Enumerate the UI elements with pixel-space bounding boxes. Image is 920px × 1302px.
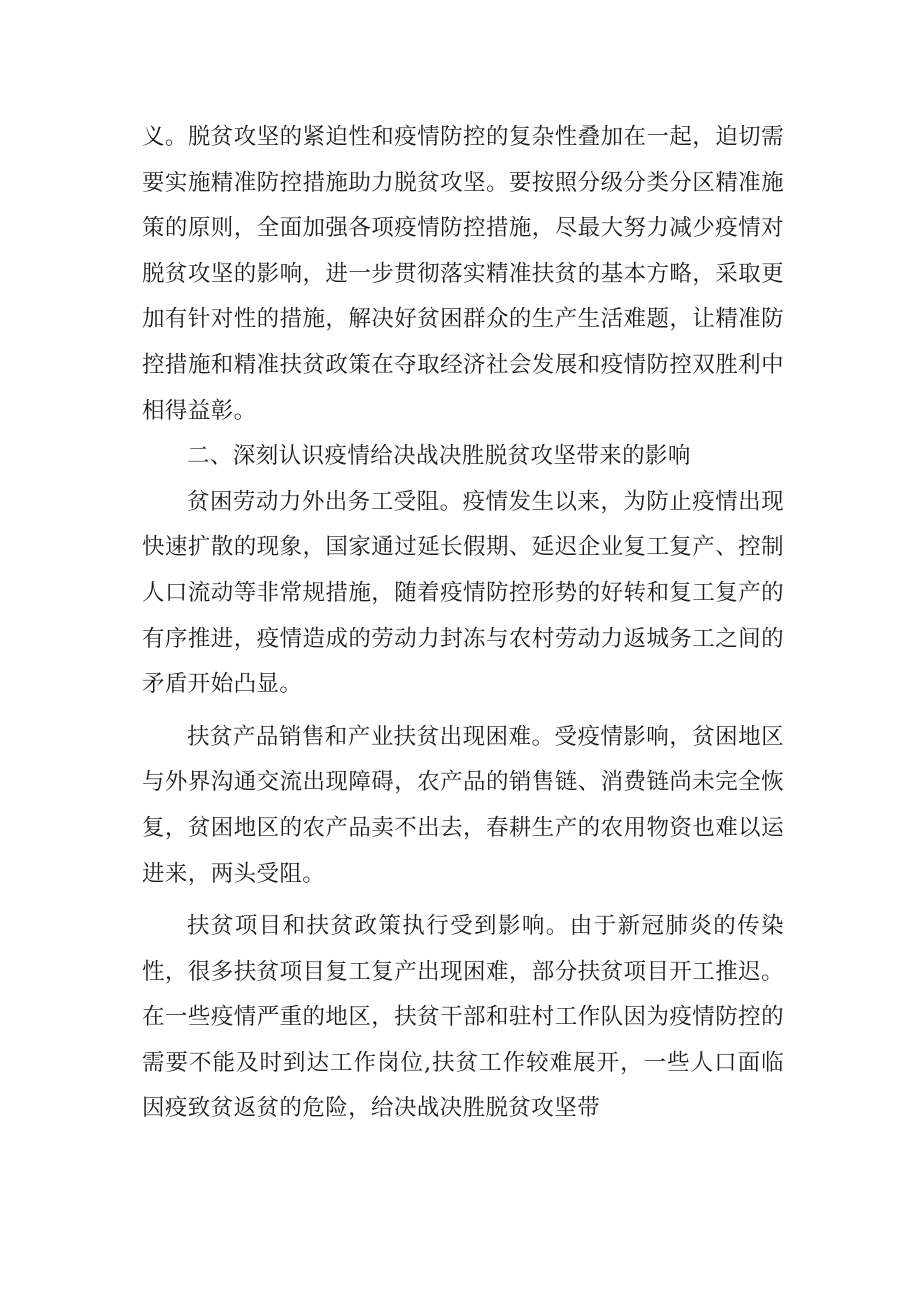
section-heading: 二、深刻认识疫情给决战决胜脱贫攻坚带来的影响	[187, 443, 691, 470]
paragraph-project-execution: 扶贫项目和扶贫政策执行受到影响。由于新冠肺炎的传染性，很多扶贫项目复工复产出现困难，部分扶贫项目开工推迟。在一些疫情严重的地区，扶贫干部和驻村工作队因为疫情防控的需要不能及时到达工作岗位,扶贫工作较难展开，一些人口面临因疫致贫返贫的危险，给决战决胜脱贫攻坚带	[142, 913, 784, 1122]
paragraph-continuation: 义。脱贫攻坚的紧迫性和疫情防控的复杂性叠加在一起，迫切需要实施精准防控措施助力脱贫攻坚。要按照分级分类分区精准施策的原则，全面加强各项疫情防控措施，尽最大努力减少疫情对脱贫攻坚的影响，进一步贯彻落实精准扶贫的基本方略，采取更加有针对性的措施，解决好贫困群众的生产生活难题，让精准防控措施和精准扶贫政策在夺取经济社会发展和疫情防控双胜利中相得益彰。	[142, 124, 784, 424]
paragraph-product-sales: 扶贫产品销售和产业扶贫出现困难。受疫情影响，贫困地区与外界沟通交流出现障碍，农产品的销售链、消费链尚未完全恢复，贫困地区的农产品卖不出去，春耕生产的农用物资也难以运进来，两头受阻。	[142, 723, 784, 887]
paragraph-labor-migration: 贫困劳动力外出务工受阻。疫情发生以来，为防止疫情出现快速扩散的现象，国家通过延长假期、延迟企业复工复产、控制人口流动等非常规措施，随着疫情防控形势的好转和复工复产的有序推进，疫情造成的劳动力封冻与农村劳动力返城务工之间的矛盾开始凸显。	[142, 488, 784, 698]
document-body	[142, 115, 784, 1132]
